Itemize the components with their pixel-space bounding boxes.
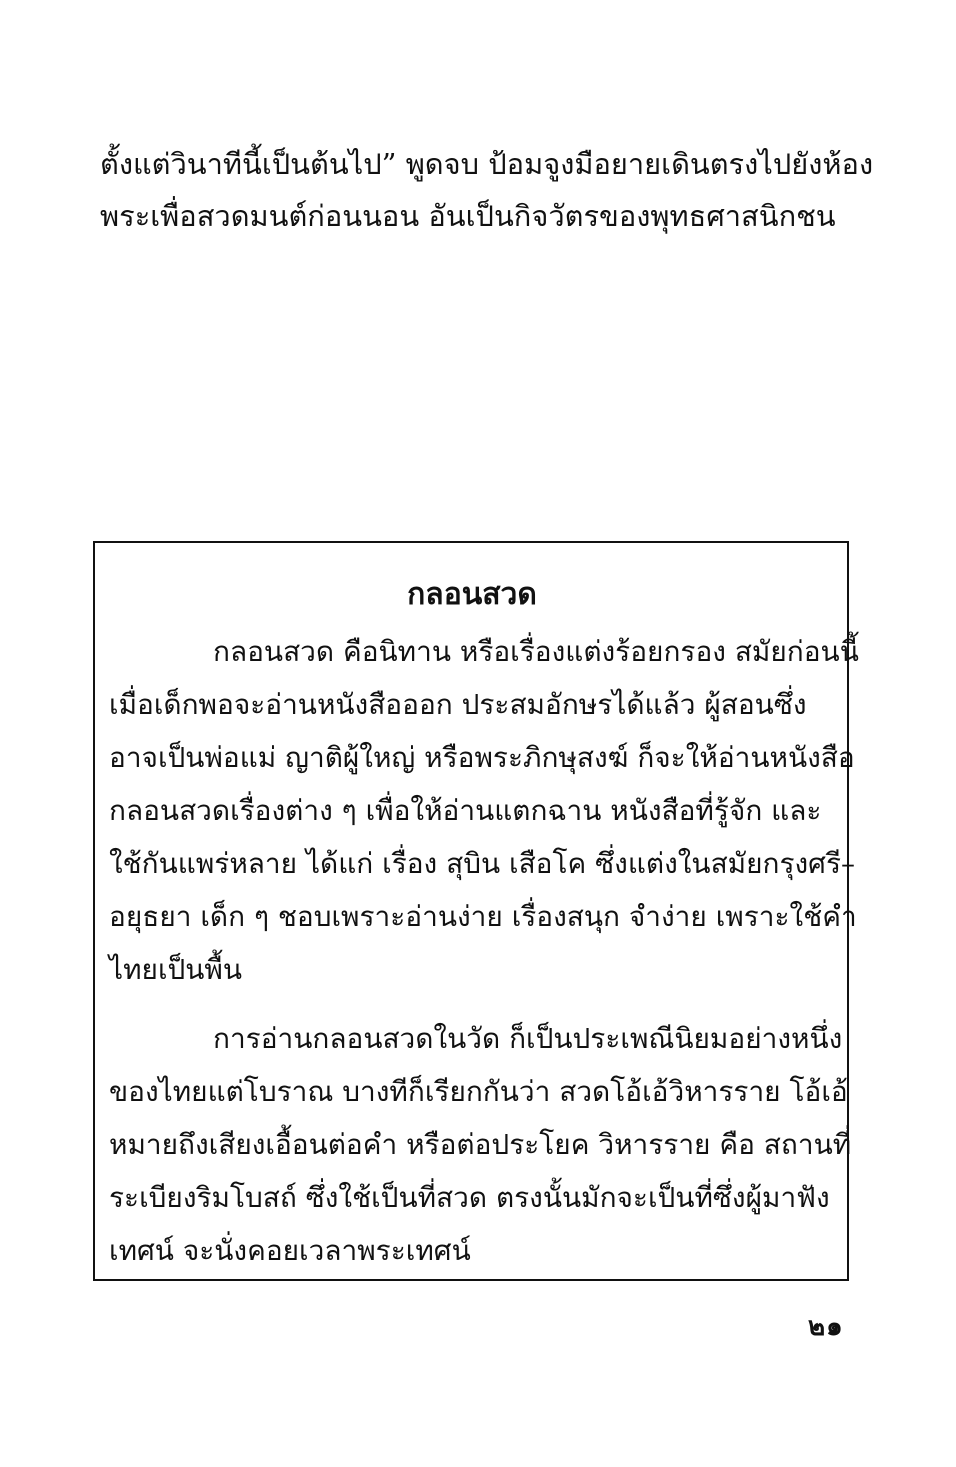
paragraph-1-line: ใช้กันแพร่หลาย ได้แก่ เรื่อง สุบิน เสือโค ซึ่งแต่งในสมัยกรุงศรี– — [109, 847, 855, 880]
paragraph-gap — [103, 996, 841, 1012]
box-paragraph-1 — [109, 625, 859, 996]
paragraph-2-line: หมายถึงเสียงเอื้อนต่อคำ หรือต่อประโยค วิหารราย คือ สถานที่ — [109, 1128, 852, 1161]
paragraph-1-line: อยุธยา เด็ก ๆ ชอบเพราะอ่านง่าย เรื่องสนุก จำง่าย เพราะใช้คำ — [109, 900, 857, 933]
top-line-2: พระเพื่อสวดมนต์ก่อนนอน อันเป็นกิจวัตรของพุทธศาสนิกชน — [100, 199, 836, 233]
page-number: ๒๑ — [808, 1312, 844, 1342]
top-paragraph — [100, 138, 874, 242]
paragraph-2-line: ของไทยแต่โบราณ บางทีก็เรียกกันว่า สวดโอ้เอ้วิหารราย โอ้เอ้ — [109, 1075, 848, 1108]
kloen-suat-box — [93, 541, 859, 1281]
paragraph-2-line: ระเบียงริมโบสถ์ ซึ่งใช้เป็นที่สวด ตรงนั้นมักจะเป็นที่ซึ่งผู้มาฟัง — [109, 1181, 830, 1214]
paragraph-1-line: อาจเป็นพ่อแม่ ญาติผู้ใหญ่ หรือพระภิกษุสงฆ์ ก็จะให้อ่านหนังสือ — [109, 741, 855, 774]
box-paragraph-2 — [109, 1012, 852, 1277]
paragraph-2-line: การอ่านกลอนสวดในวัด ก็เป็นประเพณีนิยมอย่างหนึ่ง — [213, 1022, 843, 1055]
paragraph-1-line: ไทยเป็นพื้น — [109, 953, 243, 986]
paragraph-1-line: เมื่อเด็กพอจะอ่านหนังสือออก ประสมอักษรได้แล้ว ผู้สอนซึ่ง — [109, 688, 807, 721]
top-line-1: ตั้งแต่วินาทีนี้เป็นต้นไป” พูดจบ ป้อมจูงมือยายเดินตรงไปยังห้อง — [100, 147, 874, 181]
paragraph-1-line: กลอนสวด คือนิทาน หรือเรื่องแต่งร้อยกรอง สมัยก่อนนี้ — [213, 635, 859, 668]
box-title: กลอนสวด — [407, 577, 537, 612]
paragraph-2-line: เทศน์ จะนั่งคอยเวลาพระเทศน์ — [109, 1234, 471, 1267]
paragraph-1-line: กลอนสวดเรื่องต่าง ๆ เพื่อให้อ่านแตกฉาน หนังสือที่รู้จัก และ — [109, 794, 822, 827]
